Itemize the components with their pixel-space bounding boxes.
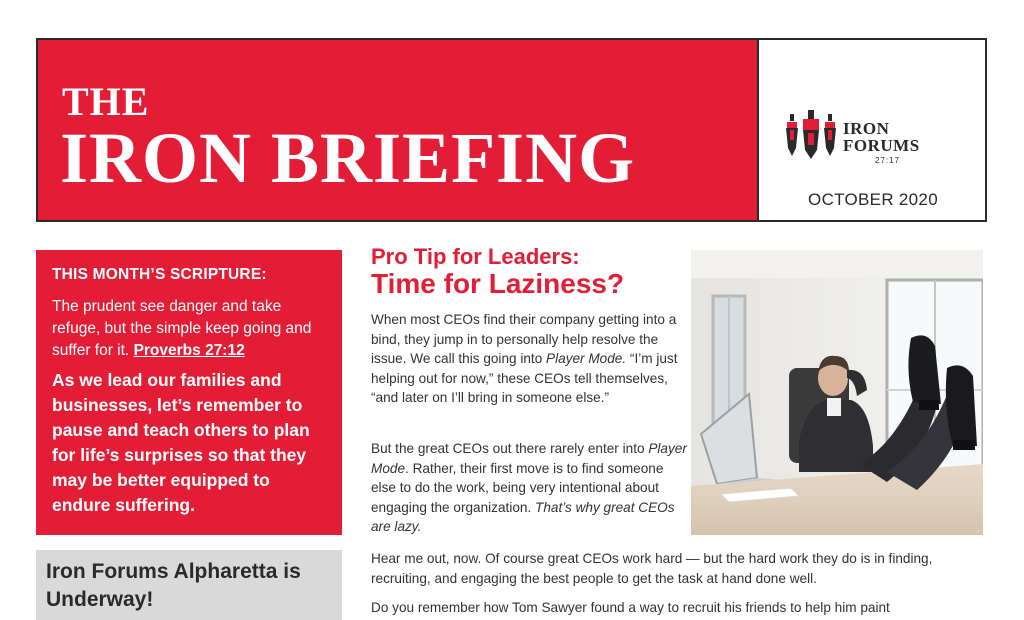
masthead-title: IRON BRIEFING <box>60 118 636 198</box>
tower-icon <box>783 108 841 160</box>
p1-emphasis: Player Mode. <box>546 351 627 367</box>
office-photo <box>691 250 983 535</box>
scripture-box <box>36 250 342 535</box>
article-paragraph-3: Hear me out, now. Of course great CEOs work hard — but the hard work they do is in finding, recruiting, and engaging the best people to get the task at hand done well. <box>371 551 933 586</box>
p2-text-b: . Rather, their first move is to find someone else to do the work, being very intentional about engaging the organization. <box>371 460 664 515</box>
masthead-the: THE <box>62 79 150 124</box>
logo-text-forums: FORUMS <box>843 136 920 155</box>
scripture-verse-block <box>52 296 324 362</box>
logo-reference: 27:17 <box>875 156 901 165</box>
issue-date: OCTOBER 2020 <box>808 190 938 209</box>
article-paragraph-4: Do you remember how Tom Sawyer found a way to recruit his friends to help him paint <box>371 600 890 615</box>
p2-emphasis-2: That’s why great CEOs are lazy. <box>371 499 675 535</box>
alpharetta-box <box>36 550 342 620</box>
masthead-banner <box>38 40 759 220</box>
alpharetta-title: Iron Forums Alpharetta is Underway! <box>46 560 301 611</box>
office-photo-icon <box>691 250 983 535</box>
scripture-call-to-action: As we lead our families and businesses, let’s remember to pause and teach others to plan for life’s surprises so that they may be better equipped to endure suffering. <box>52 370 310 515</box>
p1-text-b: “I’m just helping out for now,” these CEOs tell themselves, “and later on I’ll bring in someone else.” <box>371 351 678 406</box>
p2-emphasis-1: Player Mode <box>371 441 687 476</box>
p1-text-a: When most CEOs find their company getting into a bind, they jump in to personally help resolve the issue. We call this going into <box>371 312 677 367</box>
masthead-side <box>761 40 985 220</box>
scripture-reference-link[interactable]: Proverbs 27:12 <box>133 342 245 359</box>
scripture-verse: The prudent see danger and take refuge, but the simple keep going and suffer for it. <box>52 298 312 359</box>
iron-forums-logo <box>783 108 973 168</box>
masthead <box>36 38 987 222</box>
article-title: Time for Laziness? <box>371 268 625 299</box>
scripture-heading: THIS MONTH’S SCRIPTURE: <box>52 266 267 283</box>
p2-text-a: But the great CEOs out there rarely enter into <box>371 441 649 456</box>
article-paragraph-1 <box>371 310 689 408</box>
article-paragraph-2 <box>371 439 689 537</box>
article-kicker: Pro Tip for Leaders: <box>371 244 580 269</box>
logo-text-iron: IRON <box>843 119 890 138</box>
